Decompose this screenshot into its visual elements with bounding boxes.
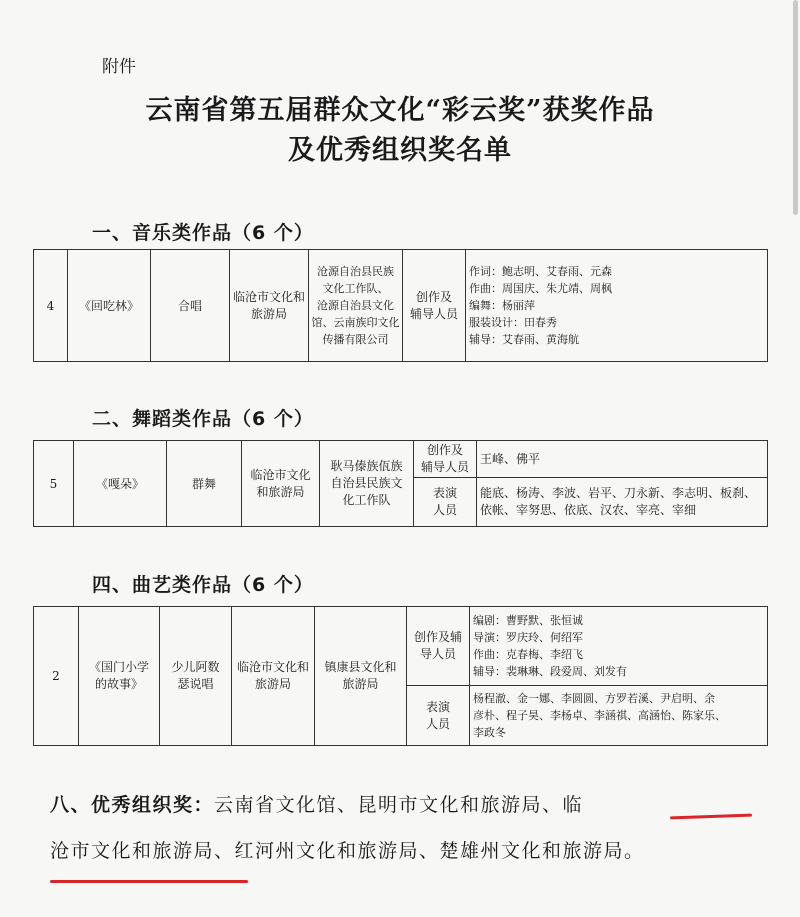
document-title-line2: 及优秀组织奖名单 xyxy=(288,135,512,166)
recommender-cell xyxy=(230,250,309,362)
role-line: 创作及辅 xyxy=(413,630,462,644)
unit-line: 沧源自治县民族 xyxy=(317,265,394,278)
music-table xyxy=(33,249,768,362)
people-cell xyxy=(470,607,768,686)
people-line: 能底、杨涛、李波、岩平、刀永新、李志明、板刹、 xyxy=(480,486,757,500)
people-line: 王峰、佛平 xyxy=(480,451,541,466)
role-line: 导人员 xyxy=(419,647,456,661)
role-line: 表演 xyxy=(425,699,450,714)
work-title-line: 《国门小学 xyxy=(88,660,149,674)
work-title-line: 的故事》 xyxy=(94,677,143,691)
dance-table xyxy=(33,440,768,527)
row-number: 4 xyxy=(34,250,68,362)
row-number: 5 xyxy=(34,441,74,527)
people-line: 编舞：杨丽萍 xyxy=(469,299,535,312)
role-line: 创作及 xyxy=(415,289,452,304)
unit-line: 耿马傣族佤族 xyxy=(330,459,403,473)
people-line: 李政冬 xyxy=(473,726,506,739)
work-title: 《回吃林》 xyxy=(68,250,151,362)
role-line: 创作及 xyxy=(426,443,463,457)
role-line: 辅导人员 xyxy=(420,460,469,474)
unit-line: 馆、云南族印文化 xyxy=(311,316,400,329)
section-heading-quyi: 四、曲艺类作品（6 个） xyxy=(92,574,314,596)
award-text: 云南省文化馆、昆明市文化和旅游局、临 xyxy=(214,794,584,816)
table-row xyxy=(34,441,768,478)
red-underline-mark xyxy=(50,880,248,883)
unit-line: 传播有限公司 xyxy=(322,333,389,346)
people-cell xyxy=(477,478,768,527)
people-line: 导演：罗庆玲、何绍军 xyxy=(473,631,583,644)
role-cell xyxy=(414,441,477,478)
role-cell xyxy=(407,607,470,686)
work-title: 《嘎朵》 xyxy=(74,441,167,527)
work-form: 群舞 xyxy=(167,441,242,527)
people-cell xyxy=(470,686,768,746)
recommender-line: 临沧市文化和 xyxy=(232,289,305,304)
recommender-line: 旅游局 xyxy=(254,677,291,691)
unit-line: 旅游局 xyxy=(342,677,379,691)
recommender-line: 旅游局 xyxy=(250,306,287,321)
row-number: 2 xyxy=(34,607,79,746)
people-line: 依帐、宰努思、依底、汉农、宰亮、宰细 xyxy=(480,503,697,517)
unit-line: 沧源自治县文化 xyxy=(317,299,394,312)
recommender-cell xyxy=(232,607,315,746)
unit-cell xyxy=(309,250,403,362)
document-title-line1: 云南省第五届群众文化“彩云奖”获奖作品 xyxy=(145,95,655,126)
people-line: 辅导：裴琳琳、段爱周、刘发有 xyxy=(473,665,627,678)
role-line: 表演 xyxy=(432,486,457,500)
recommender-line: 临沧市文化和 xyxy=(236,660,309,674)
people-line: 辅导：艾春雨、黄海航 xyxy=(469,333,579,346)
role-line: 辅导人员 xyxy=(409,306,458,321)
unit-line: 自治县民族文 xyxy=(330,476,403,490)
recommender-line: 临沧市文化 xyxy=(250,467,311,482)
people-cell xyxy=(466,250,768,362)
section-heading-dance: 二、舞蹈类作品（6 个） xyxy=(92,408,314,430)
attachment-label: 附件 xyxy=(102,57,136,77)
role-cell xyxy=(407,686,470,746)
people-line: 编剧：曹野默、张恒诚 xyxy=(473,614,583,627)
people-line: 作曲：周国庆、朱尤靖、周枫 xyxy=(469,282,612,295)
work-title-cell xyxy=(79,607,160,746)
award-text-line2: 沧市文化和旅游局、红河州文化和旅游局、楚雄州文化和旅游局。 xyxy=(50,840,645,862)
unit-cell xyxy=(320,441,414,527)
role-cell xyxy=(403,250,466,362)
role-cell xyxy=(414,478,477,527)
people-line: 彦朴、程子昊、李杨卓、李涵祺、高涵怡、陈家乐、 xyxy=(473,709,726,722)
people-cell xyxy=(477,441,768,478)
people-line: 作词：鲍志明、艾春雨、元森 xyxy=(469,265,612,278)
people-line: 服装设计：田春秀 xyxy=(469,316,557,329)
unit-line: 镇康县文化和 xyxy=(324,660,397,674)
work-form: 合唱 xyxy=(151,250,230,362)
work-form-line: 少儿阿数 xyxy=(171,660,220,674)
quyi-table xyxy=(33,606,768,746)
unit-line: 文化工作队、 xyxy=(322,282,389,295)
people-line: 杨程澈、金一娜、李圆圆、方罗若溪、尹启明、余 xyxy=(473,692,715,705)
award-label: 八、优秀组织奖： xyxy=(50,794,215,816)
table-row xyxy=(34,250,768,362)
unit-line: 化工作队 xyxy=(342,493,391,507)
work-form-line: 瑟说唱 xyxy=(177,677,214,691)
section-heading-music: 一、音乐类作品（6 个） xyxy=(92,222,314,244)
recommender-cell xyxy=(242,441,320,527)
work-form-cell xyxy=(160,607,232,746)
award-text-line1 xyxy=(50,782,780,828)
recommender-line: 和旅游局 xyxy=(256,484,305,499)
role-line: 人员 xyxy=(425,716,450,731)
table-row xyxy=(34,607,768,686)
unit-cell xyxy=(315,607,407,746)
people-line: 作曲：克春梅、李绍飞 xyxy=(473,648,583,661)
role-line: 人员 xyxy=(432,503,457,517)
